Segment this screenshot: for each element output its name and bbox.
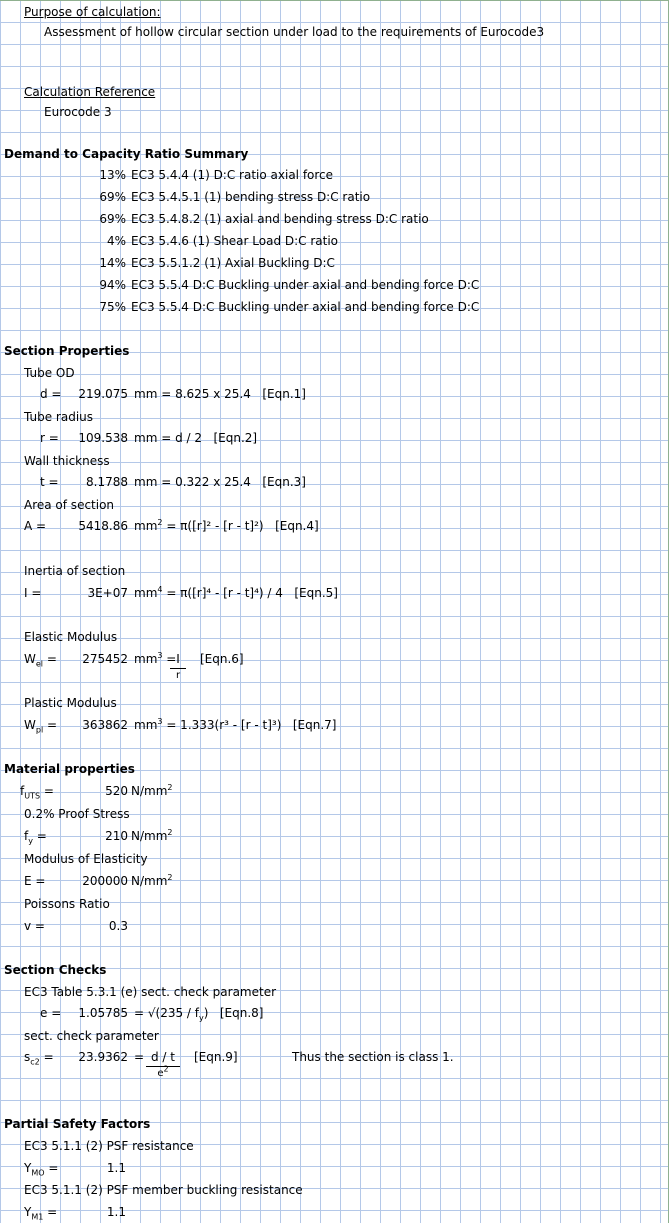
psf-m0-value: 1.1 [106,1161,126,1175]
summary-pct: 94% [99,278,126,292]
s-param-equals: = [134,1050,145,1064]
reference-label: Calculation Reference [24,85,156,99]
psf-heading: Partial Safety Factors [4,1117,151,1131]
elastic-numerator: I [176,652,180,666]
e-param-label: EC3 Table 5.3.1 (e) sect. check parameter [24,985,277,999]
summary-pct: 13% [99,168,126,182]
tube-od-formula: mm = 8.625 x 25.4 [Eqn.1] [134,387,306,401]
section-heading: Section Properties [4,344,130,358]
summary-pct: 4% [106,234,126,248]
summary-pct: 69% [99,190,126,204]
elastic-label: Elastic Modulus [24,630,118,644]
psf-m0-label: EC3 5.1.1 (2) PSF resistance [24,1139,194,1153]
wall-symbol: t = [40,475,59,489]
fy-unit: $N/mm^2$ [131,828,173,843]
s-param-denominator: $e^2$ [157,1064,169,1079]
tube-radius-value: 109.538 [78,431,128,445]
poisson-symbol: v = [24,919,45,933]
elastic-unit: $mm^3$ = [134,651,177,666]
plastic-formula: $mm^3 = 1.333(r^3 - [r - t]^3)$ [Eqn.7] [134,717,337,732]
e-mod-symbol: E = [24,874,46,888]
e-mod-unit: $N/mm^2$ [131,873,173,888]
wall-value: 8.1788 [86,475,128,489]
e-param-value: 1.05785 [78,1006,128,1020]
area-label: Area of section [24,498,115,512]
reference-text: Eurocode 3 [44,105,112,119]
modulus-label: Modulus of Elasticity [24,852,148,866]
e-mod-value: 200000 [82,874,128,888]
purpose-text: Assessment of hollow circular section under load to the requirements of Eurocode3 [44,25,545,39]
e-param-symbol: e = [40,1006,62,1020]
tube-radius-symbol: r = [40,431,59,445]
elastic-symbol: $W_{el}$ = [24,652,57,669]
inertia-symbol: I = [24,586,42,600]
plastic-value: 363862 [82,718,128,732]
elastic-denominator: r [175,670,181,681]
s-param-eqn: [Eqn.9] [194,1050,238,1064]
area-formula: $mm^2 = \pi([r]^2 - [r - t]^2)$ [Eqn.4] [134,518,319,533]
e-param-formula: = $√(235 / f_y)$ [Eqn.8] [134,1006,264,1023]
plastic-label: Plastic Modulus [24,696,117,710]
s-param-symbol: $s_{c2}$ = [24,1050,54,1067]
summary-desc: EC3 5.4.6 (1) Shear Load D:C ratio [131,234,339,248]
proof-label: 0.2% Proof Stress [24,807,130,821]
summary-desc: EC3 5.5.4 D:C Buckling under axial and bending force D:C [131,278,480,292]
futs-unit: $N/mm^2$ [131,783,173,798]
tube-od-label: Tube OD [24,366,75,380]
futs-value: 520 [105,784,128,798]
tube-radius-label: Tube radius [24,410,94,424]
summary-desc: EC3 5.5.4 D:C Buckling under axial and bending force D:C [131,300,480,314]
summary-pct: 75% [99,300,126,314]
fy-symbol: $f_y$ = [24,829,47,846]
area-symbol: A = [24,519,47,533]
area-value: 5418.86 [78,519,128,533]
tube-radius-formula: mm = d / 2 [Eqn.2] [134,431,258,445]
psf-m1-symbol: $Y_{M1}$ = [24,1205,58,1222]
inertia-value: 3E+07 [87,586,128,600]
material-heading: Material properties [4,762,135,776]
frame-top-border [0,0,669,1]
summary-desc: EC3 5.5.1.2 (1) Axial Buckling D:C [131,256,335,270]
summary-heading: Demand to Capacity Ratio Summary [4,147,249,161]
purpose-label: Purpose of calculation: [24,5,161,19]
psf-m1-label: EC3 5.1.1 (2) PSF member buckling resistance [24,1183,303,1197]
summary-desc: EC3 5.4.4 (1) D:C ratio axial force [131,168,334,182]
inertia-formula: $mm^4 = \pi([r]^4 - [r - t]^4) / 4$ [Eqn.5] [134,585,338,600]
elastic-fraction [170,652,186,683]
elastic-value: 275452 [82,652,128,666]
s-param-fraction [146,1050,180,1081]
inertia-label: Inertia of section [24,564,126,578]
checks-heading: Section Checks [4,963,107,977]
psf-m1-value: 1.1 [106,1205,126,1219]
wall-formula: mm = 0.322 x 25.4 [Eqn.3] [134,475,306,489]
fy-value: 210 [105,829,128,843]
tube-od-symbol: d = [40,387,62,401]
summary-desc: EC3 5.4.8.2 (1) axial and bending stress D:C ratio [131,212,429,226]
tube-od-value: 219.075 [78,387,128,401]
wall-label: Wall thickness [24,454,110,468]
s-param-numerator: d / t [151,1050,175,1064]
poisson-label: Poissons Ratio [24,897,110,911]
s-param-label: sect. check parameter [24,1029,159,1043]
plastic-symbol: $W_{pl}$ = [24,718,58,735]
poisson-value: 0.3 [108,919,128,933]
summary-pct: 69% [99,212,126,226]
futs-symbol: $f_{UTS}$ = [20,784,54,801]
s-param-value: 23.9362 [78,1050,128,1064]
summary-pct: 14% [99,256,126,270]
summary-desc: EC3 5.4.5.1 (1) bending stress D:C ratio [131,190,371,204]
elastic-eqn: [Eqn.6] [200,652,244,666]
class-result: Thus the section is class 1. [292,1050,454,1064]
psf-m0-symbol: $Y_{MO}$ = [24,1161,59,1178]
